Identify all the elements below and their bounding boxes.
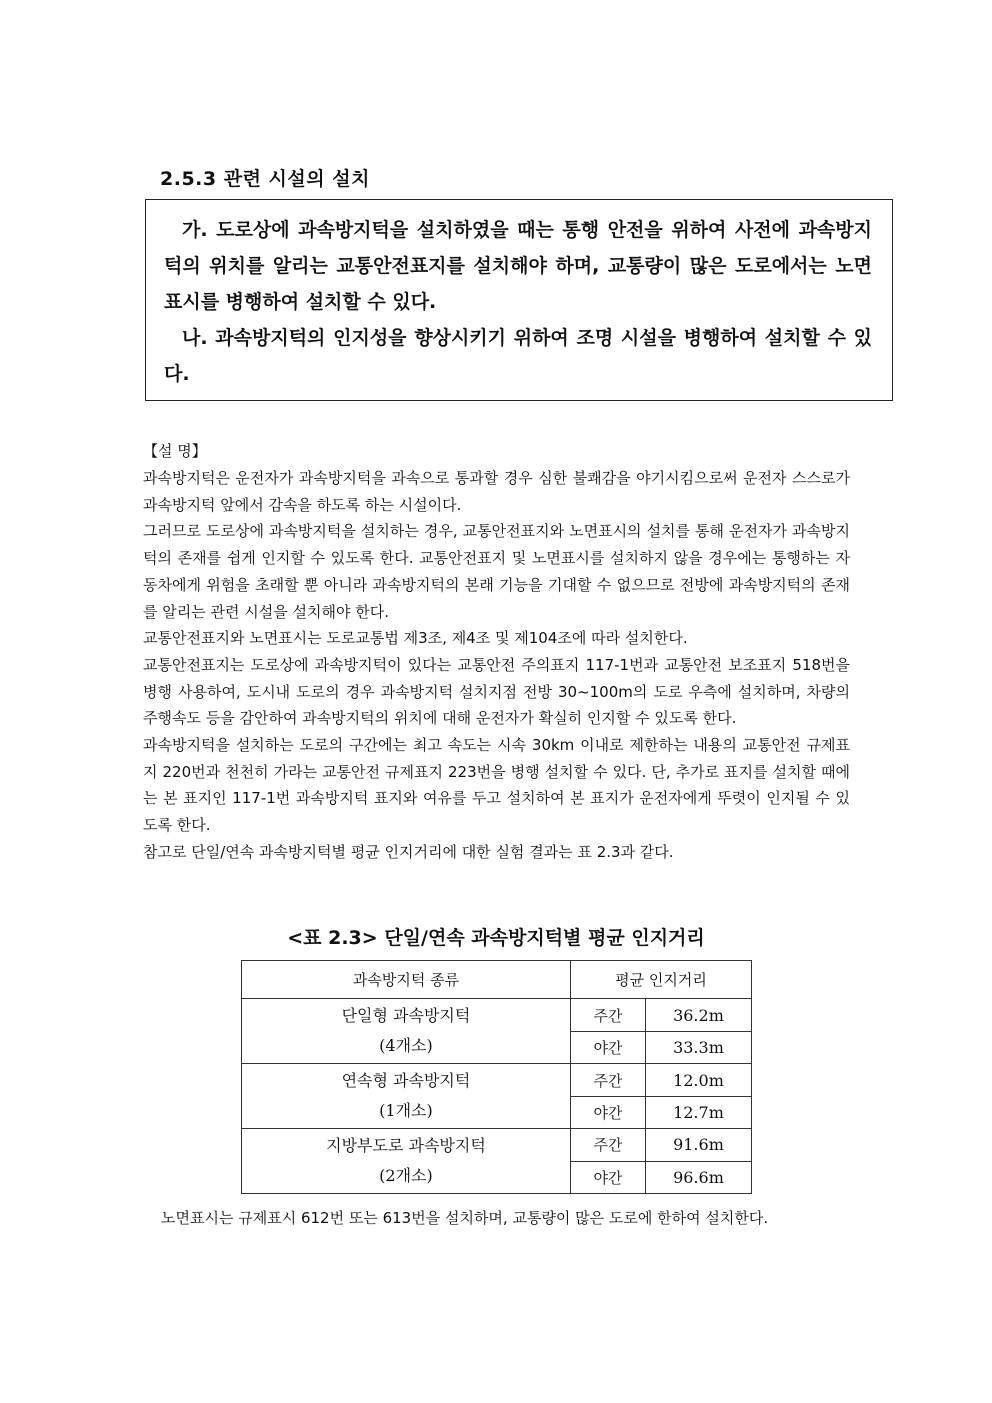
time-label: 야간	[570, 1096, 645, 1128]
header-distance: 평균 인지거리	[570, 961, 751, 999]
time-label: 야간	[570, 1161, 645, 1193]
explanation-paragraph: 과속방지턱은 운전자가 과속방지턱을 과속으로 통과할 경우 심한 불쾌감을 야기시킴으로써 운전자 스스로가 과속방지턱 앞에서 감속을 하도록 하는 시설이다.	[143, 469, 850, 514]
table-caption: <표 2.3> 단일/연속 과속방지턱별 평균 인지거리	[287, 927, 705, 949]
guideline-item-a: 가. 도로상에 과속방지턱을 설치하였을 때는 통행 안전을 위하여 사전에 과속방지턱의 위치를 알리는 교통안전표지를 설치해야 하며, 교통량이 많은 도로에서는 노면표시를 병행하여 설치할 수 있다.	[164, 219, 872, 313]
distance-value: 96.6m	[645, 1161, 751, 1193]
distance-value: 12.0m	[645, 1064, 751, 1096]
group-count: (2개소)	[379, 1166, 433, 1186]
time-label: 주간	[570, 999, 645, 1031]
explanation-paragraph: 교통안전표지와 노면표시는 도로교통법 제3조, 제4조 및 제104조에 따라 설치한다.	[143, 629, 688, 648]
distance-value: 12.7m	[645, 1096, 751, 1128]
time-label: 야간	[570, 1031, 645, 1063]
explanation-paragraph: 교통안전표지는 도로상에 과속방지턱이 있다는 교통안전 주의표지 117-1번과 교통안전 보조표지 518번을 병행 사용하여, 도시내 도로의 경우 과속방지턱 설치지점 전방 30~100m의 도로 우측에 설치하며, 차량의 주행속도 등을 감안하여 과속방지턱의 위치에 대해 운전자가 확실히 인지할 수 있도록 한다.	[143, 655, 850, 728]
table-row	[242, 1064, 752, 1096]
road-marking-note	[143, 1205, 850, 1232]
table-row	[242, 1129, 752, 1161]
group-count: (1개소)	[379, 1101, 433, 1121]
time-label: 주간	[570, 1064, 645, 1096]
explanation-body	[143, 465, 850, 866]
note-paragraph: 노면표시는 규제표시 612번 또는 613번을 설치하며, 교통량이 많은 도로에 한하여 설치한다.	[161, 1209, 769, 1227]
group-name: 지방부도로 과속방지턱	[326, 1136, 486, 1156]
guideline-box	[145, 199, 893, 401]
explanation-label: 【설 명】	[143, 442, 207, 460]
group-cell	[242, 1129, 571, 1194]
explanation-paragraph: 과속방지턱을 설치하는 도로의 구간에는 최고 속도는 시속 30km 이내로 제한하는 내용의 교통안전 규제표지 220번과 천천히 가라는 교통안전 규제표지 223번을 병행 설치할 수 있다. 단, 추가로 표지를 설치할 때에는 본 표지인 117-1번 과속방지턱 표지와 여유를 두고 설치하여 본 표지가 운전자에게 뚜렷이 인지될 수 있도록 한다.	[143, 736, 850, 835]
group-cell	[242, 1064, 571, 1129]
table-header-row	[242, 961, 752, 999]
distance-value: 91.6m	[645, 1129, 751, 1161]
time-label: 주간	[570, 1129, 645, 1161]
group-count: (4개소)	[379, 1036, 433, 1056]
group-name: 단일형 과속방지턱	[341, 1006, 471, 1026]
table-row	[242, 999, 752, 1031]
group-name: 연속형 과속방지턱	[341, 1071, 471, 1091]
distance-value: 33.3m	[645, 1031, 751, 1063]
group-cell	[242, 999, 571, 1064]
section-heading: 2.5.3 관련 시설의 설치	[160, 168, 370, 190]
header-type: 과속방지턱 종류	[242, 961, 571, 999]
explanation-paragraph: 참고로 단일/연속 과속방지턱별 평균 인지거리에 대한 실험 결과는 표 2.3과 같다.	[143, 842, 674, 861]
recognition-distance-table	[241, 960, 752, 1194]
explanation-paragraph: 그러므로 도로상에 과속방지턱을 설치하는 경우, 교통안전표지와 노면표시의 설치를 통해 운전자가 과속방지턱의 존재를 쉽게 인지할 수 있도록 한다. 교통안전표지 및 노면표시를 설치하지 않을 경우에는 통행하는 자동차에게 위험을 초래할 뿐 아니라 과속방지턱의 본래 기능을 기대할 수 없으므로 전방에 과속방지턱의 존재를 알리는 관련 시설을 설치해야 한다.	[143, 522, 850, 621]
guideline-item-b: 나. 과속방지턱의 인지성을 향상시키기 위하여 조명 시설을 병행하여 설치할 수 있다.	[164, 327, 872, 385]
distance-value: 36.2m	[645, 999, 751, 1031]
